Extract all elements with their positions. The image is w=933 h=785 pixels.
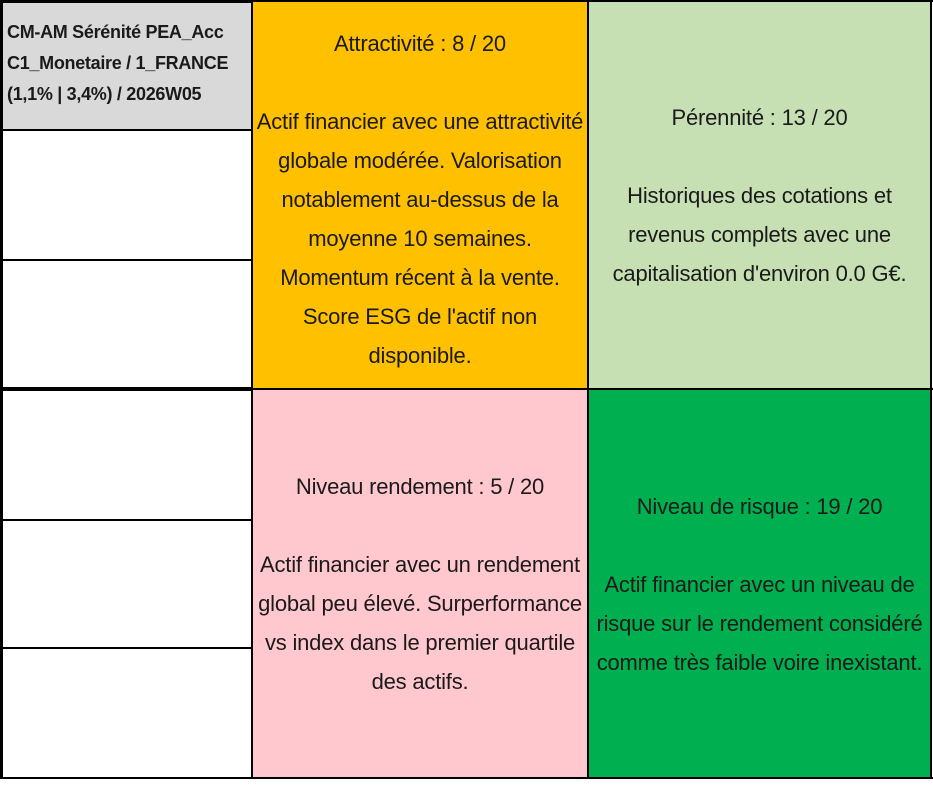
attractivite-title: Attractivité : 8 / 20 (334, 31, 506, 56)
grid-border-top (0, 0, 933, 2)
rendement-quadrant[interactable] (252, 390, 588, 778)
perennite-title: Pérennité : 13 / 20 (671, 104, 848, 130)
attractivite-text: Actif financier avec une attractivité globale modérée. Valorisation notablement au-dessus de la moyenne 10 semaines. Momentum récent à la vente. Score ESG de l'actif non disponible. (256, 109, 584, 368)
rendement-title: Niveau rendement : 5 / 20 (295, 474, 545, 499)
risque-title: Niveau de risque : 19 / 20 (636, 493, 883, 519)
grid-border-col1 (251, 0, 253, 779)
rendement-text: Actif financier avec un rendement global peu élevé. Surperformance vs index dans le premier quartile des actifs. (258, 552, 582, 694)
empty-cell-2[interactable] (2, 260, 252, 388)
grid-border-left (0, 0, 2, 779)
empty-cell-3[interactable] (2, 390, 252, 520)
asset-stats: (1,1% | 3,4%) / 2026W05 (7, 84, 202, 104)
asset-category: C1_Monetaire / 1_FRANCE (7, 53, 229, 73)
risque-quadrant[interactable] (588, 390, 931, 778)
grid-border-bottom (0, 777, 933, 779)
grid-border-col2 (587, 0, 589, 779)
perennite-quadrant[interactable] (588, 2, 931, 388)
empty-cell-1[interactable] (2, 130, 252, 260)
asset-name: CM-AM Sérénité PEA_Acc (7, 22, 224, 42)
empty-cell-5[interactable] (2, 648, 252, 778)
risque-text: Actif financier avec un niveau de risque sur le rendement considéré comme très faible voire inexistant. (596, 571, 923, 675)
attractivite-quadrant[interactable] (252, 2, 588, 388)
perennite-text: Historiques des cotations et revenus complets avec une capitalisation d'environ 0.0 G€. (612, 182, 907, 286)
empty-cell-4[interactable] (2, 520, 252, 648)
grid-border-middle (0, 388, 933, 390)
asset-header-cell[interactable] (2, 2, 252, 130)
grid-border-right (930, 0, 932, 779)
